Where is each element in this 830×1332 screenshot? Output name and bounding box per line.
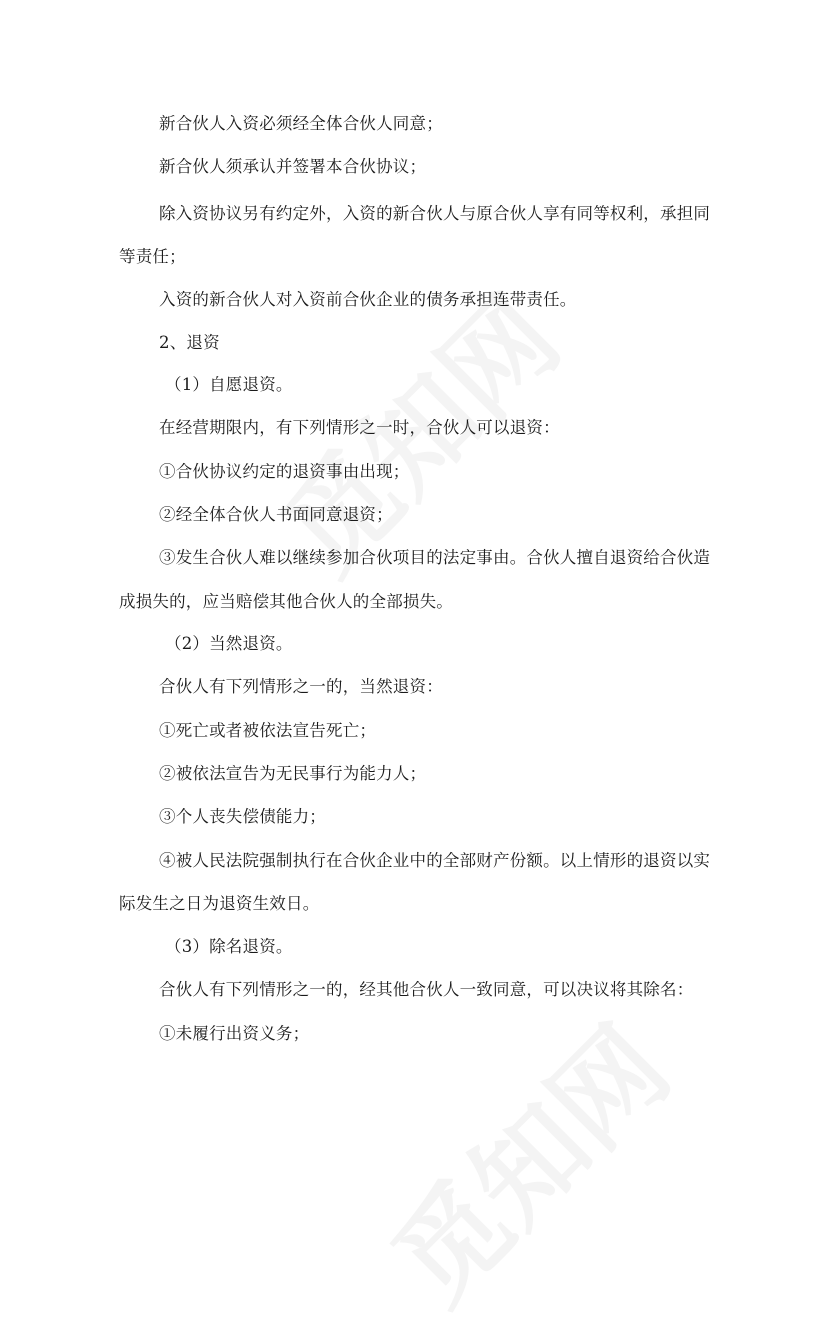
paragraph-line: 新合伙人入资必须经全体合伙人同意； [159,114,443,133]
paragraph-line: 在经营期限内，有下列情形之一时，合伙人可以退资： [159,418,560,437]
list-item: ①死亡或者被依法宣告死亡； [159,721,377,740]
paragraph-line: 合伙人有下列情形之一的，当然退资： [159,677,443,696]
subsection-heading: （1）自愿退资。 [165,375,293,394]
paragraph-line: 入资的新合伙人对入资前合伙企业的债务承担连带责任。 [159,290,577,309]
paragraph-line: 除入资协议另有约定外，入资的新合伙人与原合伙人享有同等权利，承担同 [159,204,711,223]
paragraph-line: 合伙人有下列情形之一的，经其他合伙人一致同意，可以决议将其除名： [159,980,694,999]
section-heading: 2、退资 [159,333,220,352]
paragraph-line: 成损失的，应当赔偿其他合伙人的全部损失。 [119,592,453,611]
list-item: ①合伙协议约定的退资事由出现； [159,462,410,481]
paragraph-line: 等责任； [119,247,186,266]
list-item: ①未履行出资义务； [159,1024,310,1043]
subsection-heading: （2）当然退资。 [165,634,293,653]
list-item: ③发生合伙人难以继续参加合伙项目的法定事由。合伙人擅自退资给合伙造 [159,548,711,567]
watermark-logo [352,986,697,1331]
list-item: ④被人民法院强制执行在合伙企业中的全部财产份额。以上情形的退资以实 [159,851,711,870]
subsection-heading: （3）除名退资。 [165,937,293,956]
paragraph-line: 新合伙人须承认并签署本合伙协议； [159,157,427,176]
list-item: ③个人丧失偿债能力； [159,807,326,826]
paragraph-line: 际发生之日为退资生效日。 [119,894,320,913]
list-item: ②被依法宣告为无民事行为能力人； [159,764,427,783]
list-item: ②经全体合伙人书面同意退资； [159,505,393,524]
